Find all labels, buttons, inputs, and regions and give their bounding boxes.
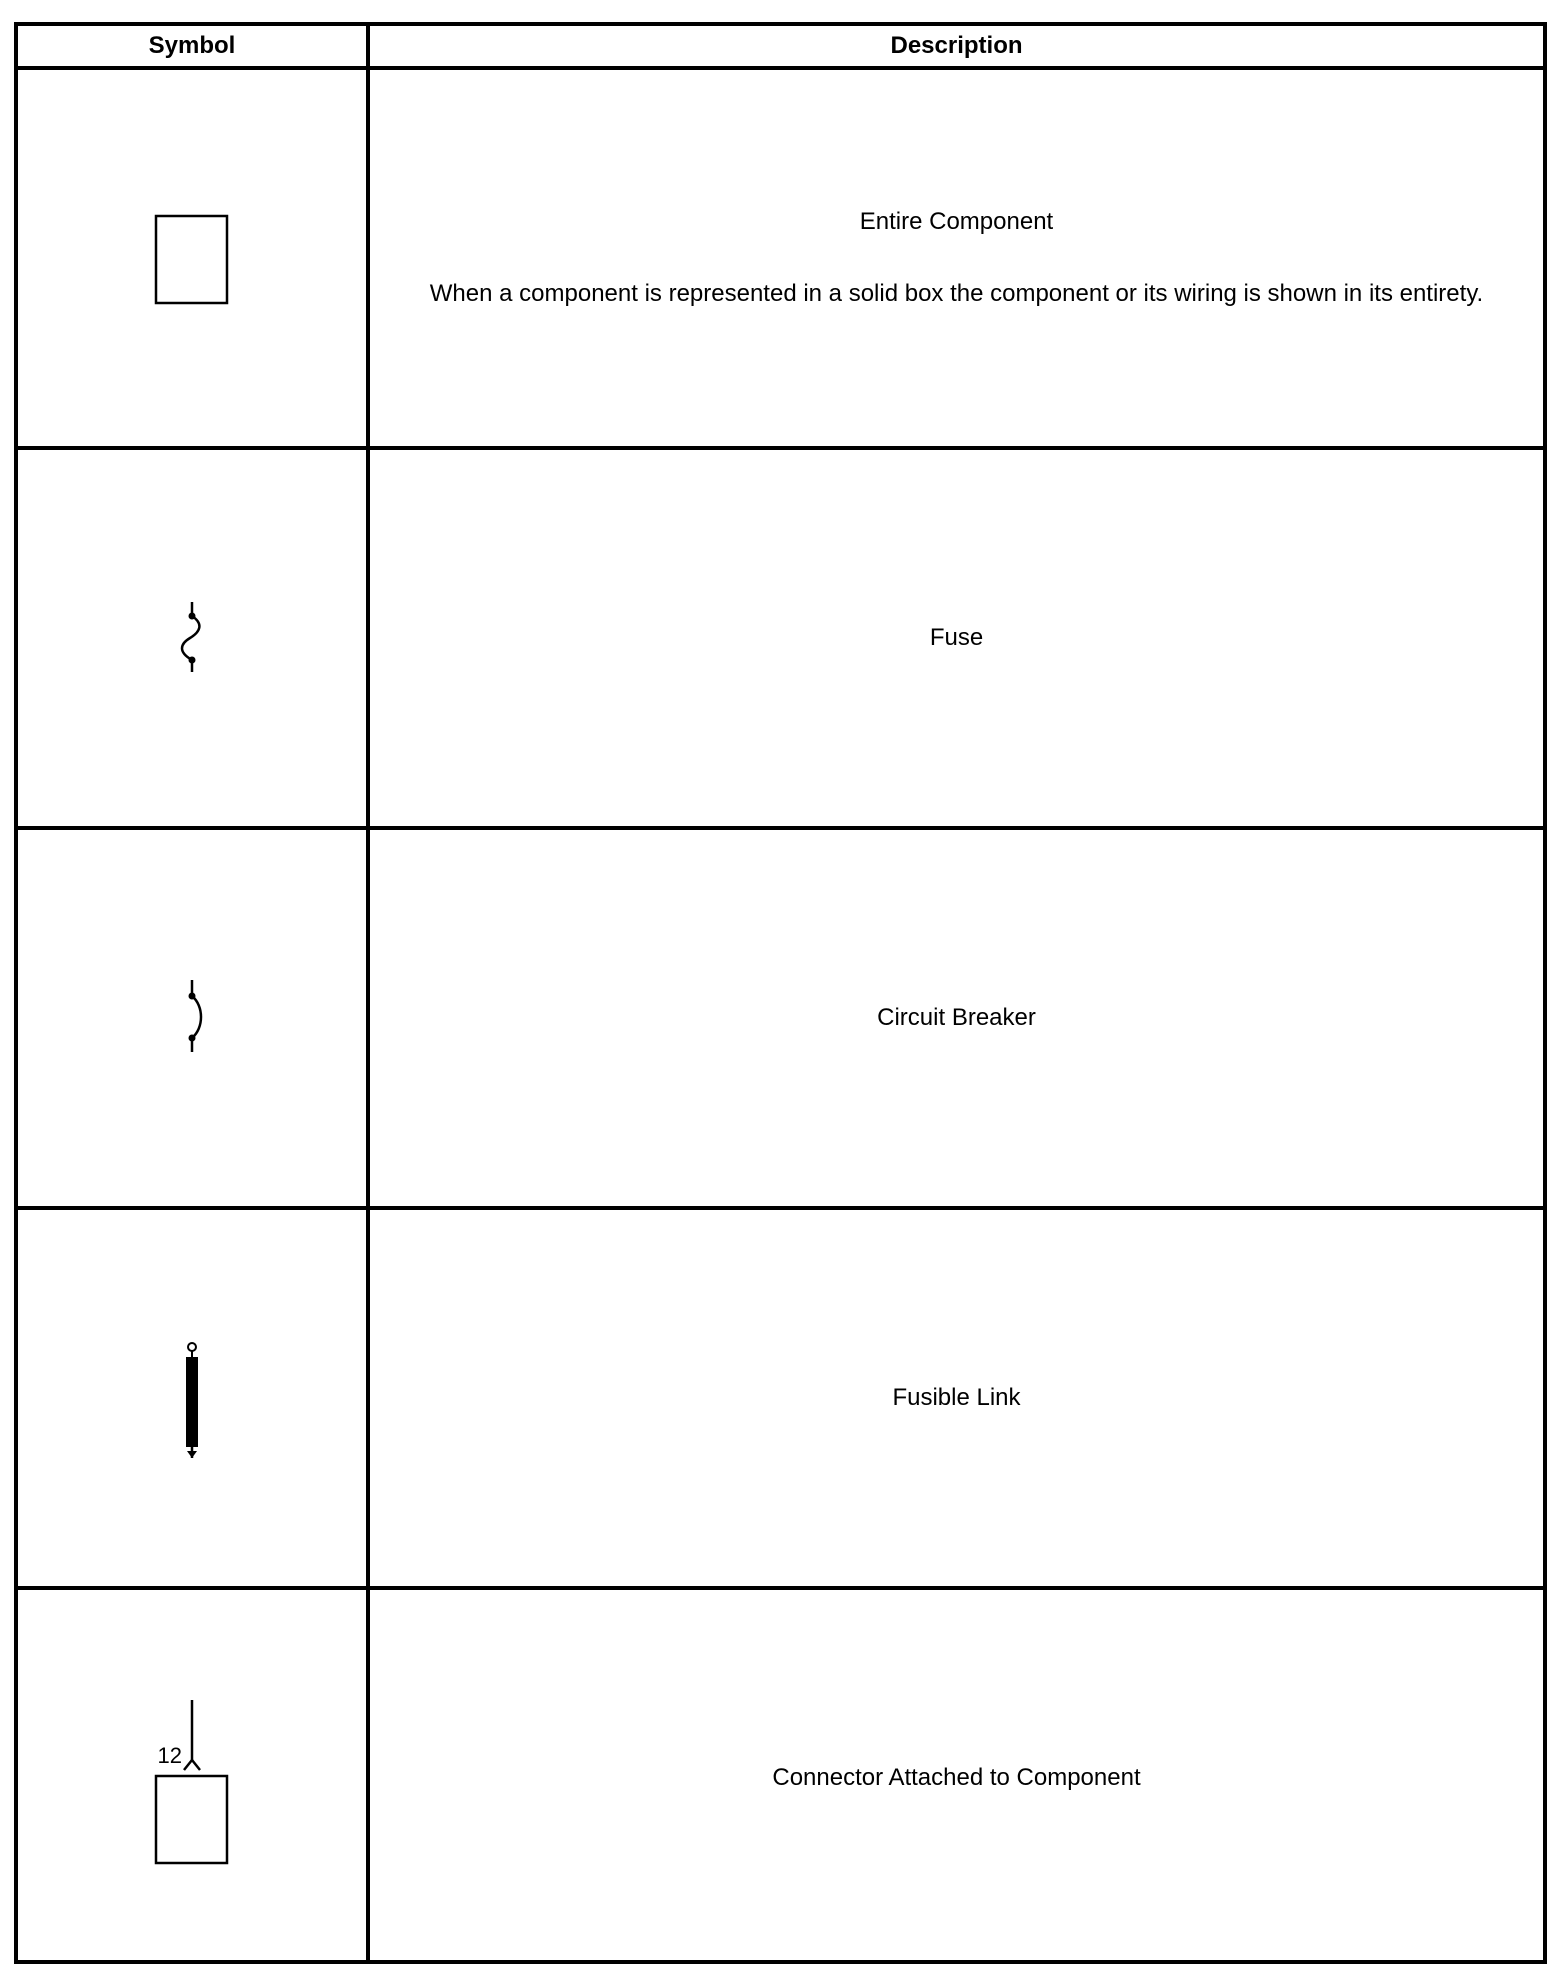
symbol-table <box>14 22 1547 1964</box>
description-cell <box>370 830 1543 1206</box>
symbol-cell <box>18 1590 366 1966</box>
fuse-icon <box>18 450 366 826</box>
symbol-cell <box>18 70 366 446</box>
solid-box-icon <box>18 70 366 446</box>
pin-number-label: 12 <box>157 1743 182 1768</box>
header-symbol: Symbol <box>148 32 236 59</box>
table-row <box>18 830 1543 1206</box>
description-text: When a component is represented in a solid box the component or its wiring is shown in its entirety. <box>429 280 1484 307</box>
description-title: Entire Component <box>859 208 1054 235</box>
table-header <box>18 26 1543 66</box>
description-cell <box>370 450 1543 826</box>
circuit-breaker-icon <box>18 830 366 1206</box>
symbol-cell <box>18 450 366 826</box>
description-cell <box>370 1590 1543 1966</box>
description-title: Circuit Breaker <box>877 1004 1036 1031</box>
symbol-cell <box>18 1210 366 1586</box>
table-row <box>18 70 1543 446</box>
connector-attached-icon <box>18 1590 366 1966</box>
table-row <box>18 1590 1543 1966</box>
table-row <box>18 1210 1543 1586</box>
description-cell <box>370 70 1543 446</box>
description-title: Fusible Link <box>892 1384 1021 1411</box>
fusible-link-icon <box>18 1210 366 1586</box>
symbol-cell <box>18 830 366 1206</box>
description-cell <box>370 1210 1543 1586</box>
table-row <box>18 450 1543 826</box>
description-title: Fuse <box>929 624 984 651</box>
header-description: Description <box>890 32 1023 59</box>
description-title: Connector Attached to Component <box>772 1764 1141 1791</box>
